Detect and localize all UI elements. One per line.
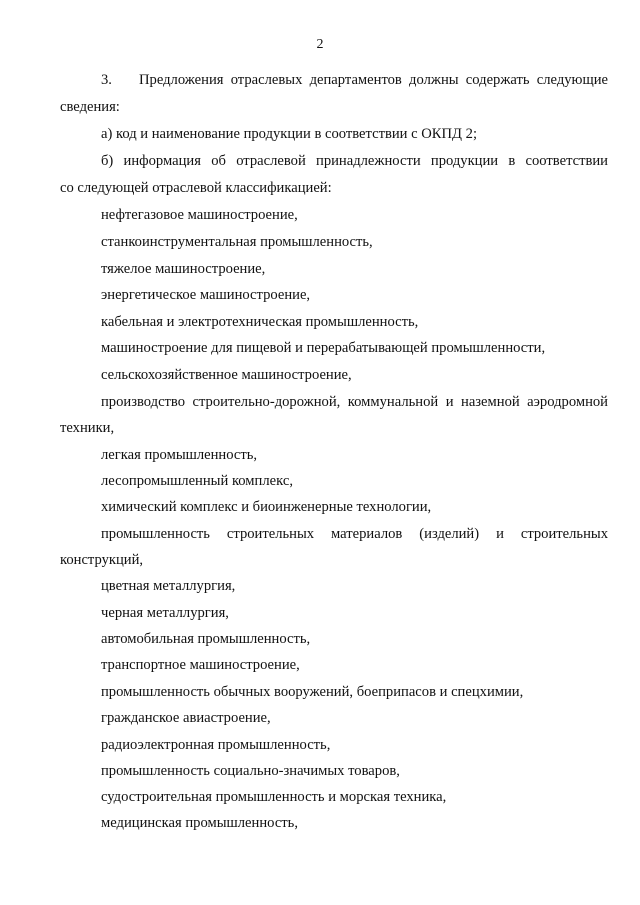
paragraph-3-line-2: сведения: <box>60 99 120 115</box>
industry-item: машиностроение для пищевой и перерабатывающей промышленности, <box>101 340 546 356</box>
industry-item: черная металлургия, <box>101 605 229 621</box>
paragraph-3-number: 3. <box>101 72 112 88</box>
industry-construction-line-2: конструкций, <box>60 552 144 568</box>
industry-item: цветная металлургия, <box>101 578 236 594</box>
industry-item: радиоэлектронная промышленность, <box>101 737 331 753</box>
industry-item: судостроительная промышленность и морская техника, <box>101 789 447 805</box>
industry-item: промышленность социально-значимых товаров, <box>101 763 400 779</box>
industry-item: кабельная и электротехническая промышленность, <box>101 314 419 330</box>
industry-construction-line-1: промышленность строительных материалов (изделий) и строительных <box>101 526 608 542</box>
industry-item: лесопромышленный комплекс, <box>101 473 293 489</box>
industry-item: энергетическое машиностроение, <box>101 287 311 303</box>
item-a: а) код и наименование продукции в соответствии с ОКПД 2; <box>101 126 477 142</box>
paragraph-3-text: Предложения отраслевых департаментов должны содержать следующие <box>139 72 608 88</box>
industry-item: станкоинструментальная промышленность, <box>101 234 373 250</box>
item-b-line-2: со следующей отраслевой классификацией: <box>60 180 332 196</box>
industry-item: транспортное машиностроение, <box>101 657 300 673</box>
paragraph-3-line-1 <box>101 71 608 89</box>
industry-road-line-2: техники, <box>60 420 115 436</box>
industry-item: гражданское авиастроение, <box>101 710 271 726</box>
industry-item: тяжелое машиностроение, <box>101 261 266 277</box>
item-b-line-1: б) информация об отраслевой принадлежности продукции в соответствии <box>101 153 608 169</box>
industry-road-line-1: производство строительно-дорожной, коммунальной и наземной аэродромной <box>101 394 608 410</box>
industry-item: медицинская промышленность, <box>101 815 298 831</box>
industry-item: нефтегазовое машиностроение, <box>101 207 298 223</box>
industry-item: автомобильная промышленность, <box>101 631 311 647</box>
page-number: 2 <box>316 37 324 52</box>
industry-item: промышленность обычных вооружений, боеприпасов и спецхимии, <box>101 684 524 700</box>
industry-item: химический комплекс и биоинженерные технологии, <box>101 499 432 515</box>
industry-item: легкая промышленность, <box>101 447 258 463</box>
industry-item: сельскохозяйственное машиностроение, <box>101 367 352 383</box>
